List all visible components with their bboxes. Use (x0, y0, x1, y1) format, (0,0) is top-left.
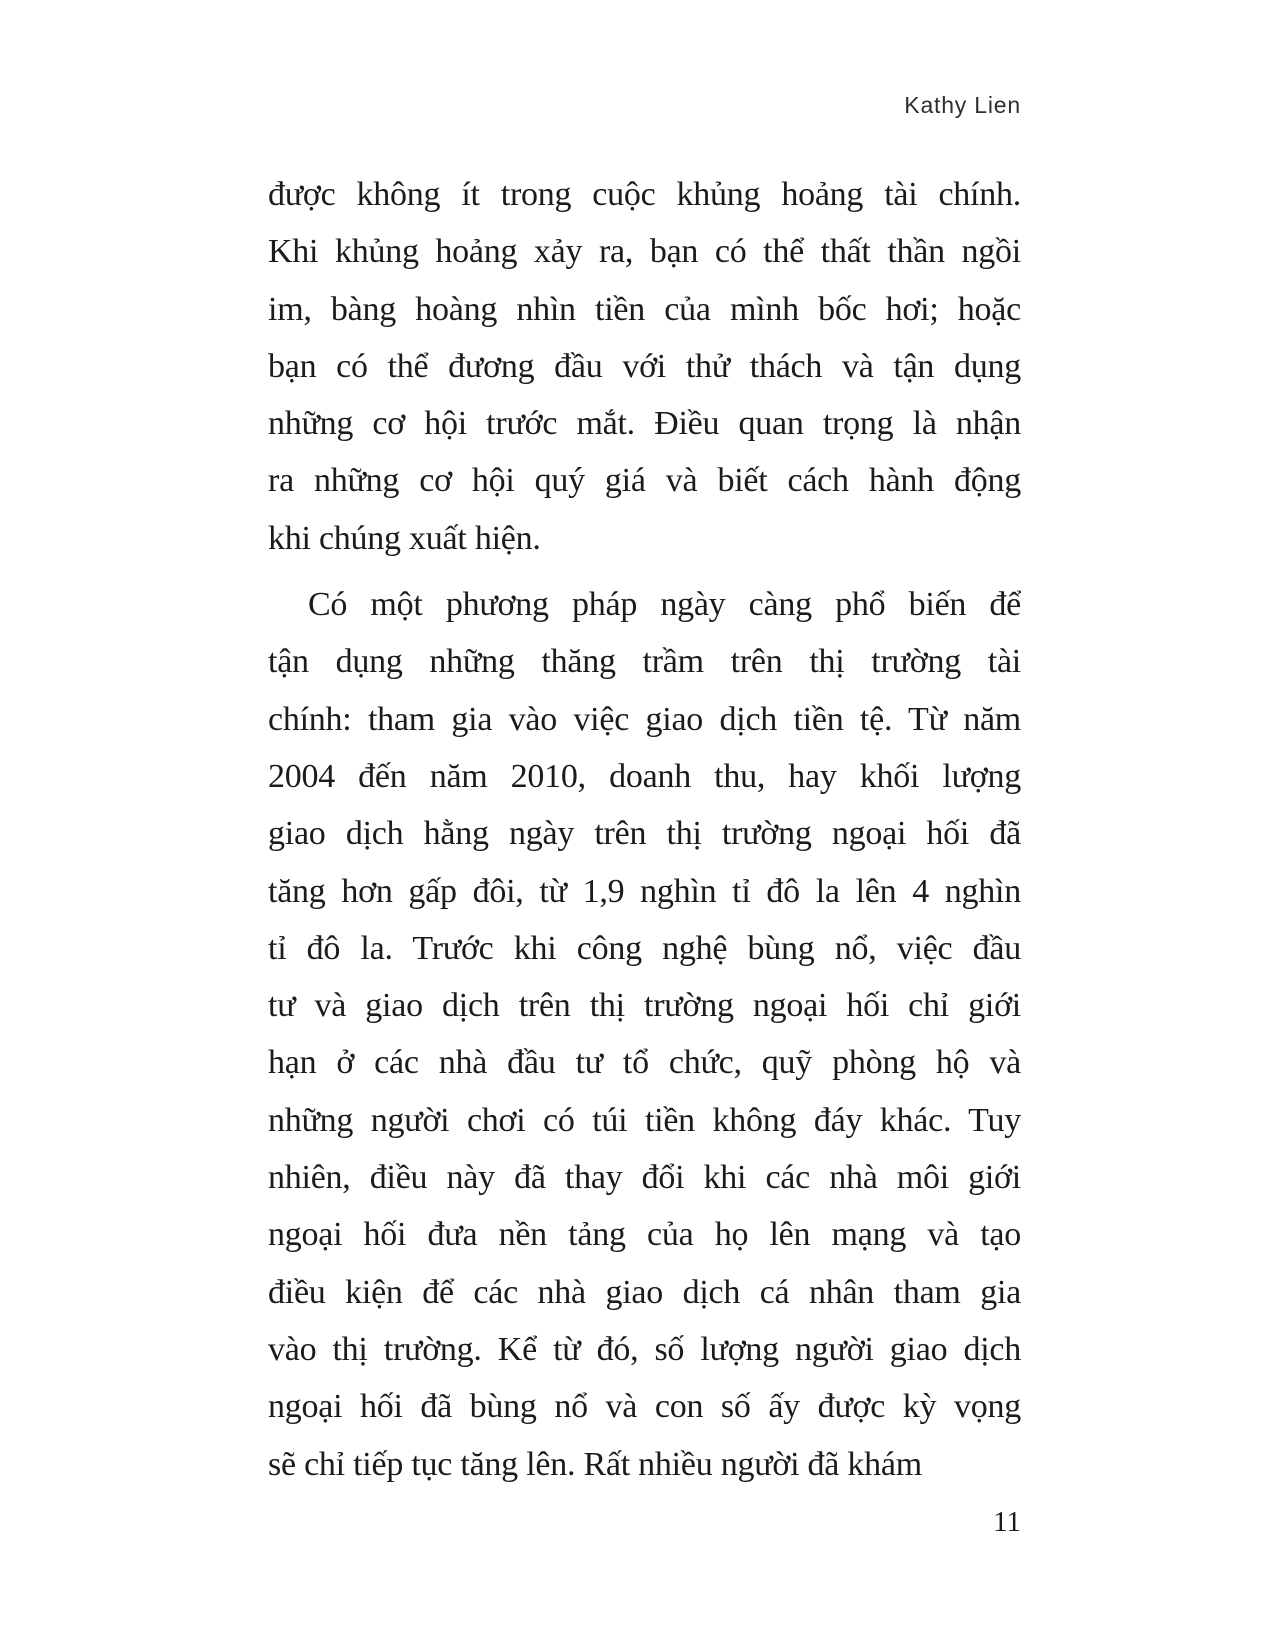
body-text-line: những người chơi có túi tiền không đáy khác. Tuy (268, 1101, 1021, 1139)
body-text-line: chính: tham gia vào việc giao dịch tiền tệ. Từ năm (268, 700, 1021, 738)
body-text-line: im, bàng hoàng nhìn tiền của mình bốc hơi; hoặc (268, 290, 1021, 328)
body-text-line: Có một phương pháp ngày càng phổ biến để (308, 586, 1021, 624)
body-text-line: sẽ chỉ tiếp tục tăng lên. Rất nhiều người đã khám (268, 1445, 922, 1483)
page-number: 11 (993, 1506, 1021, 1538)
body-text-line: tư và giao dịch trên thị trường ngoại hối chỉ giới (268, 987, 1021, 1025)
body-text-line: tận dụng những thăng trầm trên thị trường tài (268, 643, 1021, 681)
body-text-line: tăng hơn gấp đôi, từ 1,9 nghìn tỉ đô la lên 4 nghìn (268, 872, 1021, 910)
body-text-line: được không ít trong cuộc khủng hoảng tài chính. (268, 176, 1021, 213)
body-text-block (268, 166, 1021, 1493)
body-text-line: Khi khủng hoảng xảy ra, bạn có thể thất thần ngồi (268, 233, 1021, 271)
body-text-line: bạn có thể đương đầu với thử thách và tận dụng (268, 347, 1021, 385)
body-text-line: vào thị trường. Kể từ đó, số lượng người giao dịch (268, 1330, 1021, 1368)
body-text-line: ngoại hối đã bùng nổ và con số ấy được kỳ vọng (268, 1388, 1021, 1426)
body-text-line: hạn ở các nhà đầu tư tổ chức, quỹ phòng hộ và (268, 1044, 1021, 1082)
paragraph (268, 166, 1021, 567)
body-text-line: điều kiện để các nhà giao dịch cá nhân tham gia (268, 1273, 1021, 1311)
body-text-line: giao dịch hằng ngày trên thị trường ngoại hối đã (268, 815, 1021, 853)
paragraph (268, 576, 1021, 1493)
body-text-line: nhiên, điều này đã thay đổi khi các nhà môi giới (268, 1159, 1021, 1197)
body-text-line: những cơ hội trước mắt. Điều quan trọng là nhận (268, 405, 1021, 443)
running-header-author: Kathy Lien (904, 92, 1021, 118)
body-text-line: ngoại hối đưa nền tảng của họ lên mạng và tạo (268, 1216, 1021, 1254)
body-text-line: ra những cơ hội quý giá và biết cách hành động (268, 462, 1021, 500)
body-text-line: tỉ đô la. Trước khi công nghệ bùng nổ, việc đầu (268, 929, 1021, 967)
body-text-line: khi chúng xuất hiện. (268, 519, 541, 557)
body-text-line: 2004 đến năm 2010, doanh thu, hay khối lượng (268, 757, 1021, 795)
